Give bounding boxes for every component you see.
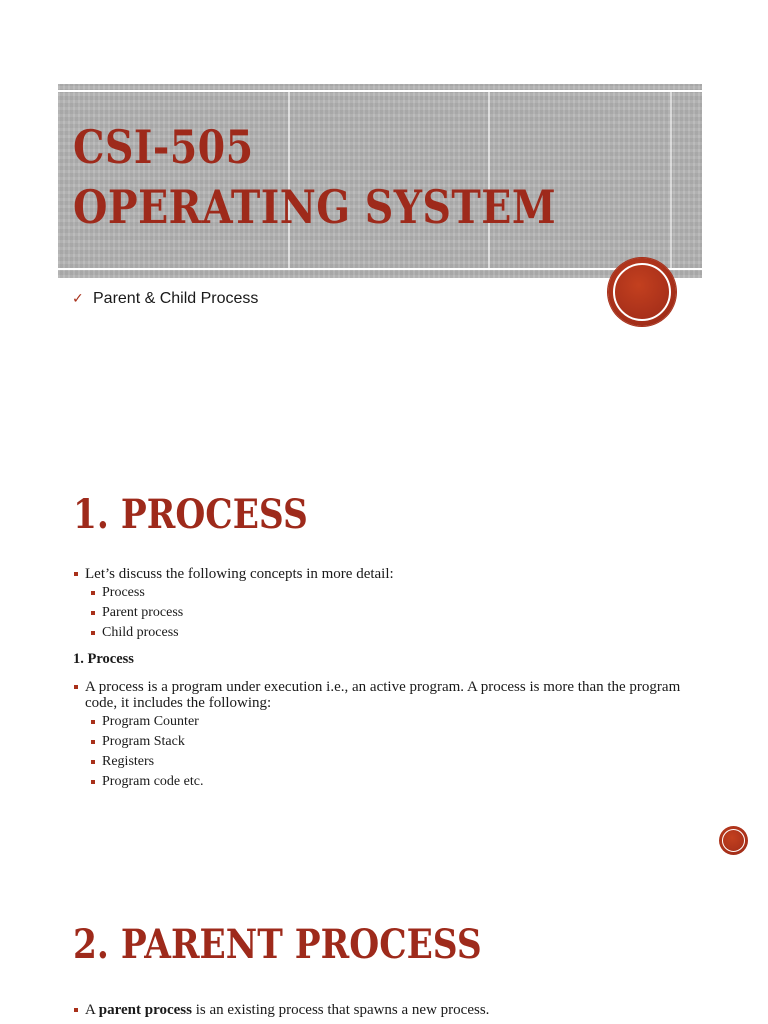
- checkmark-icon: ✓: [72, 291, 84, 307]
- title-line-2: OPERATING SYSTEM: [73, 180, 557, 234]
- definition-text: A process is a program under execution i.e., an active program. A process is more than the program code, it includes the following:: [85, 679, 681, 711]
- decorative-seal-icon: [608, 258, 676, 326]
- band-rule-top: [58, 90, 702, 92]
- band-rule-bottom: [58, 268, 702, 270]
- bullet-prefix: A: [85, 1002, 99, 1018]
- list-item: Program Counter: [85, 714, 713, 730]
- subtitle: Parent & Child Process: [93, 290, 259, 307]
- concept-list: [85, 585, 713, 641]
- list-item: Process: [85, 585, 713, 601]
- list-item: [73, 679, 713, 790]
- subtitle-row: [72, 290, 258, 308]
- bullet-list: [73, 679, 713, 790]
- list-item: Program Stack: [85, 734, 713, 750]
- decorative-seal-icon: [719, 826, 748, 855]
- band-divider: [670, 92, 672, 268]
- component-list: [85, 714, 713, 790]
- bullet-list: [73, 1002, 733, 1018]
- title-line-1: CSI-505: [73, 120, 254, 174]
- intro-text: Let’s discuss the following concepts in more detail:: [85, 566, 394, 582]
- parent-process-slide: [0, 860, 768, 1024]
- list-item: Child process: [85, 625, 713, 641]
- presentation-title: [73, 117, 556, 237]
- list-item: Registers: [85, 754, 713, 770]
- list-item: Program code etc.: [85, 774, 713, 790]
- bullet-list: [73, 566, 713, 641]
- list-item: Parent process: [85, 605, 713, 621]
- list-item: [73, 566, 713, 641]
- process-slide: [0, 430, 768, 860]
- sub-heading: 1. Process: [73, 651, 134, 667]
- list-item: [73, 1002, 733, 1018]
- bullet-rest: is an existing process that spawns a new process.: [191, 1002, 490, 1018]
- bold-term: parent process: [98, 1002, 192, 1018]
- slide-body: [73, 1002, 733, 1022]
- title-slide: [0, 0, 768, 430]
- slide-body: [73, 566, 713, 794]
- slide-heading: 2. PARENT PROCESS: [73, 921, 482, 968]
- title-band: [58, 84, 702, 278]
- slide-heading: 1. PROCESS: [73, 491, 308, 538]
